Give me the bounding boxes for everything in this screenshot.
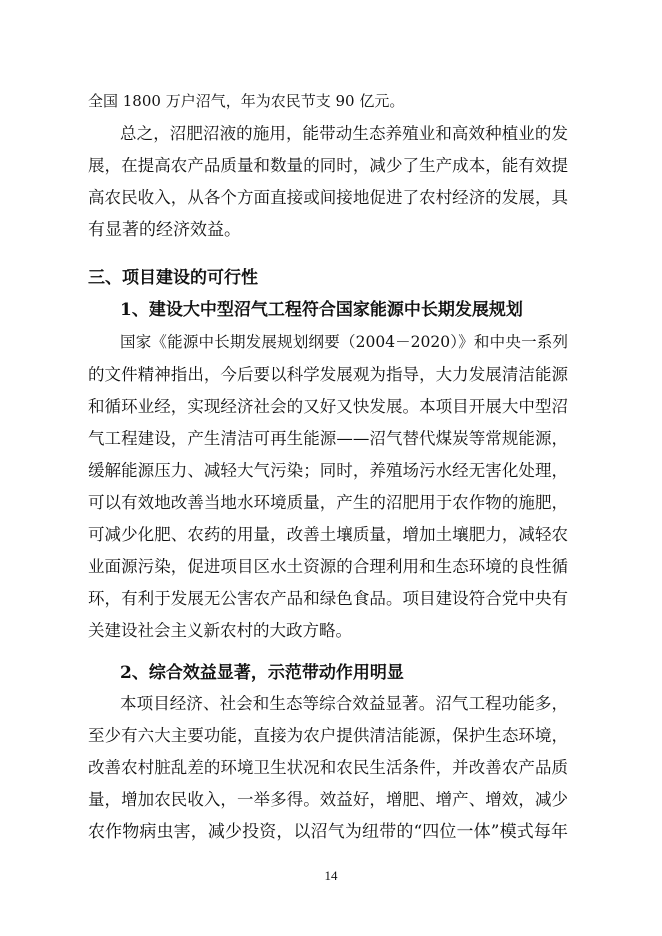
- paragraph-line: 国家《能源中长期发展规划纲要（2004－2020）》和中央一系列: [120, 333, 568, 351]
- paragraph-line: 环，有利于发展无公害农产品和绿色食品。项目建设符合党中央有: [88, 589, 568, 608]
- section-heading: 三、项目建设的可行性: [88, 268, 258, 288]
- subheading-1: 1、建设大中型沼气工程符合国家能源中长期发展规划: [120, 300, 523, 320]
- paragraph-line: 有显著的经济效益。: [88, 220, 241, 240]
- paragraph-line: 和循环业经，实现经济社会的又好又快发展。本项目开展大中型沼: [88, 397, 568, 416]
- paragraph-line: 气工程建设，产生清洁可再生能源——沼气替代煤炭等常规能源，: [88, 429, 568, 448]
- paragraph-line: 展，在提高农产品质量和数量的同时，减少了生产成本，能有效提: [88, 156, 568, 175]
- paragraph-line: 业面源污染，促进项目区水土资源的合理利用和生态环境的良性循: [88, 557, 568, 576]
- paragraph-line: 可减少化肥、农药的用量，改善土壤质量，增加土壤肥力，减轻农: [88, 525, 568, 544]
- paragraph-line: 农作物病虫害，减少投资，以沼气为纽带的“四位一体”模式每年: [88, 822, 568, 842]
- paragraph-line: 本项目经济、社会和生态等综合效益显著。沼气工程功能多，: [120, 694, 568, 713]
- paragraph-line: 可以有效地改善当地水环境质量，产生的沼肥用于农作物的施肥，: [88, 493, 568, 512]
- paragraph-line: 全国 1800 万户沼气，年为农民节支 90 亿元。: [88, 92, 405, 110]
- paragraph-line: 改善农村脏乱差的环境卫生状况和农民生活条件，并改善农产品质: [88, 758, 568, 777]
- paragraph-line: 至少有六大主要功能，直接为农户提供清洁能源，保护生态环境，: [88, 726, 568, 745]
- paragraph-line: 缓解能源压力、减轻大气污染；同时，养殖场污水经无害化处理，: [88, 461, 568, 480]
- page-number: 14: [324, 868, 338, 883]
- paragraph-line: 的文件精神指出，今后要以科学发展观为指导，大力发展清洁能源: [88, 365, 568, 384]
- paragraph-line: 总之，沼肥沼液的施用，能带动生态养殖业和高效种植业的发: [120, 124, 568, 143]
- paragraph-line: 量，增加农民收入，一举多得。效益好，增肥、增产、增效，减少: [88, 790, 568, 809]
- paragraph-line: 关建设社会主义新农村的大政方略。: [88, 621, 352, 640]
- paragraph-line: 高农民收入，从各个方面直接或间接地促进了农村经济的发展，具: [88, 188, 568, 207]
- subheading-2: 2、综合效益显著，示范带动作用明显: [120, 663, 404, 683]
